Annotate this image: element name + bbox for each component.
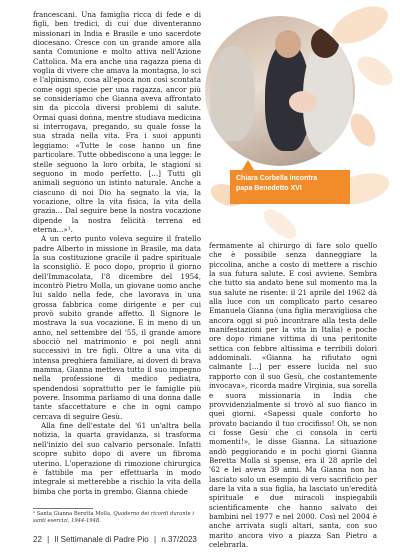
photo-caption-line: Chiara Corbella incontra xyxy=(236,175,318,182)
article-paragraph: fermamente al chirurgo di fare solo quello che è possibile senza danneggiare la piccolina, anche a costo di mettere a rischio la sua futura salute. E così avviene. Sembra che tutto sia andato bene sul momento ma la sua salute ne risente: il 21 aprile del 1962 dà alla luce con un complicato parto cesareo Emanuela Gianna (una figlia meravigliosa che ancora oggi si può incontrare alla testa delle manifestazioni per la vita in Italia) e poche ore dopo rimane vittima di una peritonite settica con febbre altissima e terribili dolori addominali. «Gianna ha rifiutato ogni calmante [...] per essere lucida nel suo rapporto con il suo Gesù, che costantemente invocava», ricorda madre Virginia, sua sorella e suora missionaria in India che provvidenzialmente si trovò al suo fianco in quei giorni. «Sapessi quale conforto ho provato baciando il tuo crocifisso! Oh, se non ci fosse Gesù che ci consola in certi momenti!», le disse Gianna. La situazione andò peggiorando e in pochi giorni Gianna Beretta Molla si spense, era il 28 aprile del '62 e lei aveva 39 anni. Ma Gianna non ha lasciato solo un esempio di vero sacrificio per dare la vita a sua figlia, ha lasciato un'eredità spirituale e due miracoli inspiegabili scientificamente che hanno salvato dei bambini nel 1977 e nel 2000. Così nel 2004 è anche arrivata sugli altari, santa, con suo marito ancora vivo a piazza San Pietro a celebrarla. xyxy=(209,241,377,549)
floral-decoration xyxy=(259,204,301,244)
footer-separator: | xyxy=(153,535,157,544)
footnote-text: Santa Gianna Beretta Molla, xyxy=(35,511,114,517)
photo-figure-pope xyxy=(210,46,255,141)
page-footer xyxy=(33,535,377,544)
footer-separator: | xyxy=(47,535,50,544)
photo-caption-line: papa Benedetto XVI xyxy=(236,185,302,192)
photo-caption xyxy=(230,170,350,204)
page-number: 22 xyxy=(33,535,42,544)
footnote-title: Quaderno dei ricordi durante i santi esercizi, 1944-1948. xyxy=(33,511,195,525)
article-paragraph: francescani. Una famiglia ricca di fede e di figli, ben tredici, di cui due diventeranno missionari in India e Brasile e uno sacerdote diocesano. Cresce con un grande amore alla santa Comunione e molto attiva nell'Azione Cattolica. Ma era anche una ragazza piena di voglia di vivere che amava la montagna, lo sci e l'alpinismo, cosa all'epoca non così scontata come oggi specie per una ragazza, ancor più se consideriamo che Gianna aveva affrontato sin da piccola diversi problemi di salute. Ormai quasi donna, mentre studiava medicina si interrogava, pregando, su quale fosse la sua strada nella vita. Fra i suoi appunti leggiamo: «Tutte le cose hanno un fine particolare. Tutte obbediscono a una legge: le stelle seguono la loro orbita, le stagioni si seguono in modo perfetto. [...] Tutti gli animali seguono un istinto naturale. Anche a ciascuno di noi Dio ha segnato la via, la vocazione, oltre la vita fisica, la vita della grazia... Dal seguire bene la nostra vocazione dipende la nostra felicità terrena ed eterna...»¹. xyxy=(33,10,201,234)
footnote-marker: ¹ xyxy=(33,511,36,517)
circular-photo xyxy=(205,16,355,166)
article-left-column xyxy=(33,10,201,496)
footnote-divider xyxy=(33,508,93,509)
issue-number: n.37/2023 xyxy=(161,535,197,544)
photo-figure-baby xyxy=(289,91,317,113)
article-paragraph: Alla fine dell'estate del '61 un'altra bella notizia, la quarta gravidanza, si trasforma nell'inizio del suo calvario personale. Infatti scopre subito dopo di avere un fibroma uterino. L'operazione di rimozione chirurgica è fattibile ma per effettuarla in modo integrale si metterebbe a rischio la vita della bimba che porta in grembo. Gianna chiede xyxy=(33,421,201,496)
photo-figure-man-head xyxy=(275,30,301,58)
article-right-column xyxy=(209,241,377,549)
photo-figure-woman-head xyxy=(311,28,339,58)
floral-decoration xyxy=(352,51,397,92)
article-paragraph: A un certo punto voleva seguire il fratello padre Alberto in missione in Brasile, ma data la sua costituzione gracile il padre spirituale la sconsigliò. E poco dopo, proprio il giorno dell'Immacolata, l'8 dicembre del 1954, incontrò Pietro Molla, un giovane uomo anche lui saldo nella fede, che lavorava in una grossa fabbrica come dirigente e per cui provò subito grande affetto. Il Signore le mostrava la sua vocazione. E in meno di un anno, nel settembre del '55, il grande amore sbocciò nel matrimonio e poi negli anni successivi in tre figli. Oltre a una vita di intensa preghiera familiare, ai doveri di brava mamma, Gianna metteva tutto il suo impegno nella professione di medico pediatra, spendendosi soprattutto per le famiglie più povere. Insomma parliamo di una donna dalle tante sfaccettature e che in ogni campo cercava di seguire Gesù. xyxy=(33,234,201,421)
caption-pointer xyxy=(242,160,254,170)
magazine-title: Il Settimanale di Padre Pio xyxy=(54,535,149,544)
footnote xyxy=(33,511,201,525)
